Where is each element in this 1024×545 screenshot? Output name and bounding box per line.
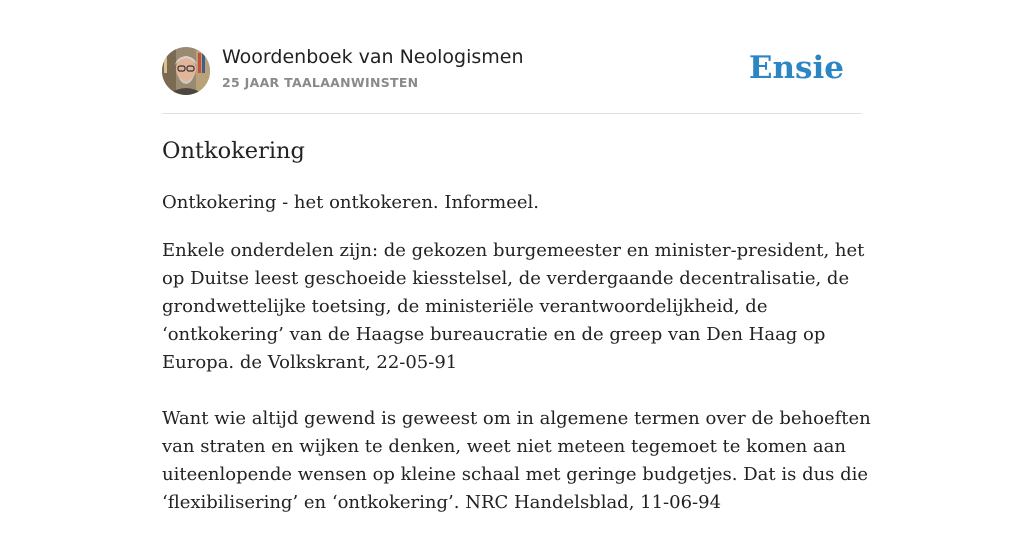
citation-paragraph: Want wie altijd gewend is geweest om in algemene termen over de behoeften van straten en wijken te denken, weet niet meteen tegemoet te komen aan uiteenlopende wensen op kleine schaal met geringe budgetjes. Dat is dus die ‘flexibilisering’ en ‘ontkokering’. NRC Handelsblad, 11-06-94 [162,408,871,513]
site-header [162,46,862,96]
ensie-logo[interactable]: Ensie [748,50,844,86]
site-title[interactable]: Woordenboek van Neologismen [222,46,524,68]
header-divider [162,113,862,114]
site-subtitle: 25 JAAR TAALAANWINSTEN [222,75,419,90]
entry-definition: Ontkokering - het ontkokeren. Informeel. [162,192,540,213]
entry-title: Ontkokering [162,138,305,164]
author-avatar[interactable] [162,47,210,95]
citation-paragraph: Enkele onderdelen zijn: de gekozen burgemeester en minister-president, het op Duitse leest geschoeide kiesstelsel, de verdergaande decentralisatie, de grondwettelijke toetsing, de ministeriële verantwoordelijkheid, de ‘ontkokering’ van de Haagse bureaucratie en de greep van Den Haag op Europa. de Volkskrant, 22-05-91 [162,240,865,373]
citations [162,237,882,545]
